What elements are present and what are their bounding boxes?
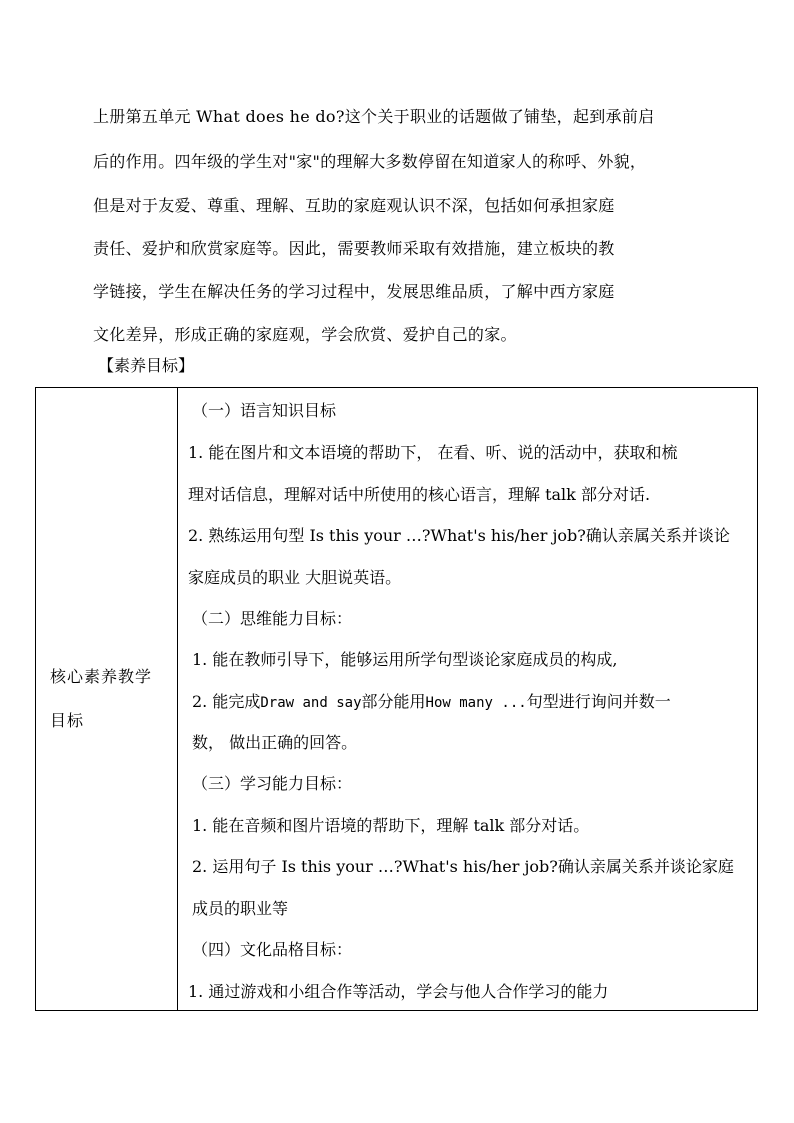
goal-text-mono: Draw and say [260,695,362,711]
section-heading: 【素养目标】 [98,356,195,375]
goal-line: 1. 能在音频和图片语境的帮助下，理解 talk 部分对话。 [192,816,590,835]
goal-line: 2. 运用句子 Is this your …?What's his/her job?确认亲属关系并谈论家庭 [192,857,734,876]
left-label-cell [36,388,178,1011]
goal-line: 数， 做出正确的回答。 [192,733,358,752]
goal-text-mono: How many ... [425,695,527,711]
goal-heading: （一）语言知识目标 [192,401,337,420]
left-label-line: 核心素养教学 [50,667,153,686]
goal-heading: （三）学习能力目标： [192,774,353,793]
intro-line: 学链接，学生在解决任务的学习过程中，发展思维品质，了解中西方家庭 [93,282,615,301]
goal-line: 1. 通过游戏和小组合作等活动，学会与他人合作学习的能力 [188,982,609,1001]
intro-line: 但是对于友爱、尊重、理解、互助的家庭观认识不深，包括如何承担家庭 [93,196,615,215]
table-row [36,388,758,1011]
intro-line: 上册第五单元 What does he do?这个关于职业的话题做了铺垫，起到承前启 [93,107,655,126]
goal-line: 理对话信息，理解对话中所使用的核心语言，理解 talk 部分对话. [188,485,651,504]
intro-line: 文化差异，形成正确的家庭观，学会欣赏、爱护自己的家。 [93,325,517,344]
goal-heading: （四）文化品格目标： [192,940,353,959]
goal-text: 2. 能完成 [192,692,261,711]
goal-line: 1. 能在图片和文本语境的帮助下， 在看、听、说的活动中，获取和梳 [188,443,678,462]
goal-line: 2. 熟练运用句型 Is this your …?What's his/her job?确认亲属关系并谈论 [188,526,730,545]
goal-line: 家庭成员的职业 大胆说英语。 [188,568,402,587]
left-label [36,655,177,743]
goals-table [35,387,758,1011]
goal-line: 成员的职业等 [192,899,289,918]
intro-line: 责任、爱护和欣赏家庭等。因此，需要教师采取有效措施，建立板块的教 [93,239,615,258]
goal-line: 1. 能在教师引导下，能够运用所学句型谈论家庭成员的构成, [192,650,618,669]
goal-heading: （二）思维能力目标： [192,609,353,628]
intro-line: 后的作用。四年级的学生对"家"的理解大多数停留在知道家人的称呼、外貌， [93,152,647,171]
left-label-line: 目标 [50,711,85,730]
goal-text: 句型进行询问并数一 [526,692,671,711]
goal-line [192,692,671,713]
goal-text: 部分能用 [361,692,426,711]
goals-content-cell [178,388,758,1011]
